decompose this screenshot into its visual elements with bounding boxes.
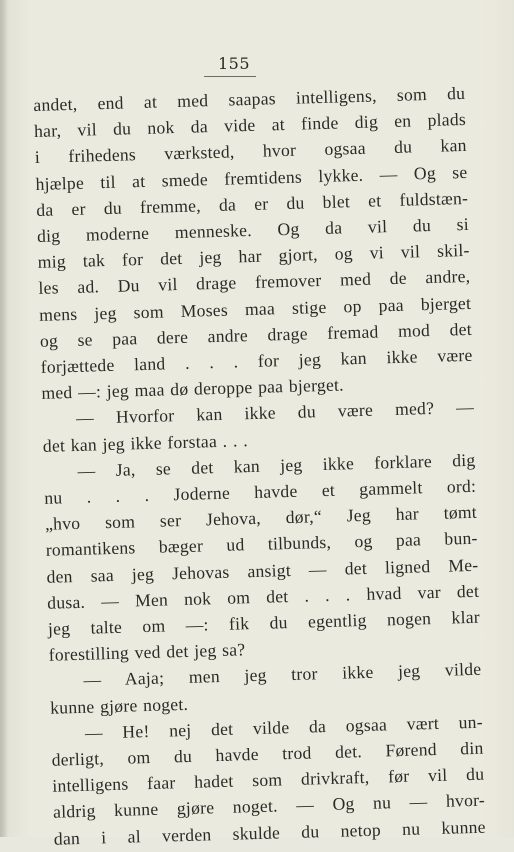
text-line: i frihedens værksted, hvor ogsaa du kan	[34, 135, 467, 168]
text-line: med —: jeg maa dø deroppe paa bjerget.	[41, 374, 345, 404]
text-line: dan i al verden skulde du netop nu kunne	[53, 816, 486, 849]
text-line: den saa jeg Jehovas ansigt — det ligned Me-	[46, 554, 479, 587]
text-line: har, vil du nok da vide at finde dig en plads	[33, 109, 467, 142]
text-line: nu . . . Joderne havde et gammelt ord:	[44, 475, 477, 508]
text-line: dusa. — Men nok om det . . . hvad var det	[46, 580, 480, 613]
text-line: dig moderne menneske. Og da vil du si	[36, 213, 470, 246]
text-line: romantikens bæger ud tilbunds, og paa bun-	[45, 528, 478, 561]
gutter-shadow	[0, 0, 8, 837]
text-line: mig tak for det jeg har gjort, og vi vil skil-	[37, 240, 470, 273]
text-line: derligt, om du havde trod det. Førend din	[51, 737, 484, 770]
text-line: forestilling ved det jeg sa?	[48, 639, 246, 666]
text-line: hjælpe til at smede fremtidens lykke. — Og se	[35, 161, 468, 194]
text-line: aldrig kunne gjøre noget. — Og nu — hvor-	[52, 790, 486, 823]
text-line: — Aaja; men jeg tror ikke jeg vilde	[83, 659, 482, 691]
text-line: da er du fremme, da er du blet et fuldstæn-	[36, 187, 469, 220]
text-line: det kan jeg ikke forstaa . . .	[42, 429, 249, 456]
text-line: kunne gjøre noget.	[49, 693, 189, 718]
text-line: — Ja, se det kan jeg ikke forklare dig	[77, 449, 476, 481]
text-line: jeg talte om —: fik du egentlig nogen klar	[47, 606, 481, 639]
body-text	[33, 80, 486, 852]
page-number: 155	[217, 54, 251, 73]
text-line: mens jeg som Moses maa stige op paa bjerget	[38, 292, 472, 325]
text-line: les ad. Du vil drage fremover med de andre,	[38, 266, 471, 299]
text-line: — Hvorfor kan ikke du være med? —	[75, 397, 475, 429]
text-line: „hvo som ser Jehova, dør,“ Jeg har tømt	[44, 502, 478, 535]
page-number-rule	[204, 76, 256, 77]
text-line: — He! nej det vilde da ogsaa vært un-	[84, 711, 484, 743]
text-line: forjættede land . . . for jeg kan ikke være	[40, 344, 473, 377]
text-line: og se paa dere andre drage fremad mod det	[39, 318, 473, 351]
text-line: andet, end at med saapas intelligens, som du	[33, 82, 466, 115]
text-line: intelligens faar hadet som drivkraft, før vil du	[52, 763, 485, 797]
